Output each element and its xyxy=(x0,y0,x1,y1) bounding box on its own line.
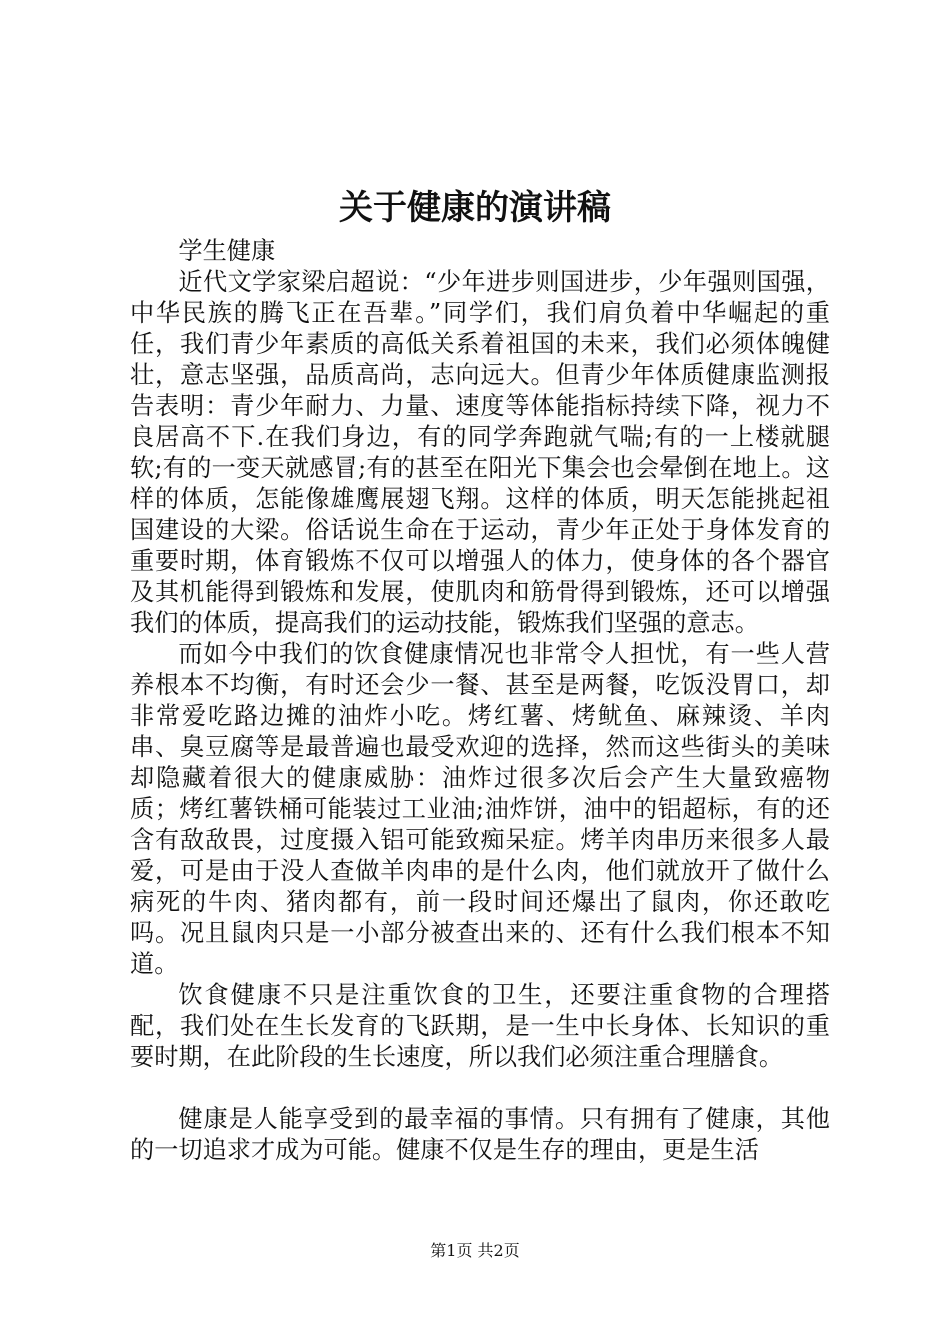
document-body xyxy=(130,236,830,1166)
document-title: 关于健康的演讲稿 xyxy=(339,188,611,228)
paragraph: 近代文学家梁启超说：“少年进步则国进步，少年强则国强，中华民族的腾飞正在吾辈。”同学们，我们肩负着中华崛起的重任，我们青少年素质的高低关系着祖国的未来，我们必须体魄健壮，意志坚强，品质高尚，志向远大。但青少年体质健康监测报告表明：青少年耐力、力量、速度等体能指标持续下降，视力不良居高不下.在我们身边，有的同学奔跑就气喘;有的一上楼就腿软;有的一变天就感冒;有的甚至在阳光下集会也会晕倒在地上。这样的体质，怎能像雄鹰展翅飞翔。这样的体质，明天怎能挑起祖国建设的大梁。俗话说生命在于运动，青少年正处于身体发育的重要时期，体育锻炼不仅可以增强人的体力，使身体的各个器官及其机能得到锻炼和发展，使肌肉和筋骨得到锻炼，还可以增强我们的体质，提高我们的运动技能，锻炼我们坚强的意志。 xyxy=(130,268,830,637)
paragraph: 而如今中我们的饮食健康情况也非常令人担忧，有一些人营养根本不均衡，有时还会少一餐、甚至是两餐，吃饭没胃口，却非常爱吃路边摊的油炸小吃。烤红薯、烤鱿鱼、麻辣烫、羊肉串、臭豆腐等是最普遍也最受欢迎的选择，然而这些街头的美味却隐藏着很大的健康威胁：油炸过很多次后会产生大量致癌物质；烤红薯铁桶可能装过工业油;油炸饼，油中的铝超标，有的还含有敌敌畏，过度摄入铝可能致痴呆症。烤羊肉串历来很多人最爱，可是由于没人查做羊肉串的是什么肉，他们就放开了做什么病死的牛肉、猪肉都有，前一段时间还爆出了鼠肉，你还敢吃吗。况且鼠肉只是一小部分被查出来的、还有什么我们根本不知道。 xyxy=(130,640,830,978)
paragraph: 饮食健康不只是注重饮食的卫生，还要注重食物的合理搭配，我们处在生长发育的飞跃期，是一生中长身体、长知识的重要时期，在此阶段的生长速度，所以我们必须注重合理膳食。 xyxy=(130,981,830,1071)
paragraph-subtitle: 学生健康 xyxy=(178,237,276,265)
paragraph: 健康是人能享受到的最幸福的事情。只有拥有了健康，其他的一切追求才成为可能。健康不仅是生存的理由，更是生活 xyxy=(130,1105,830,1164)
page-footer: 第1页 共2页 xyxy=(430,1241,520,1260)
